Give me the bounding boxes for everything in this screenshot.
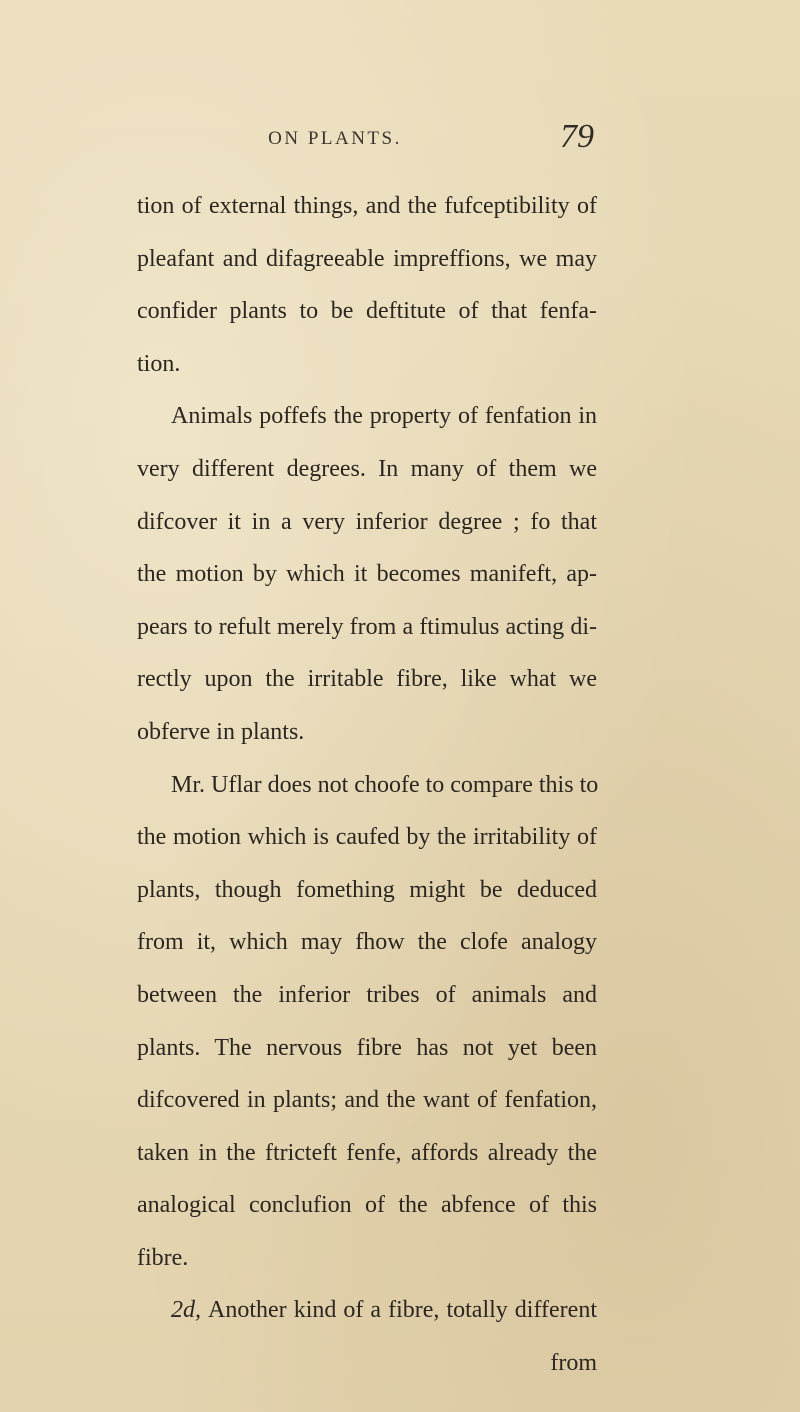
text-line: Animals poffefs the property of fenfation in xyxy=(171,403,597,430)
text-line: tion of external things, and the fufceptibility of xyxy=(137,193,597,219)
text-line xyxy=(137,1284,597,1337)
running-title: ON PLANTS. xyxy=(268,128,402,149)
ordinal-marker: 2d, xyxy=(171,1297,201,1324)
text-line: rectly upon the irritable fibre, like what we xyxy=(137,666,597,693)
text-line: confider plants to be deftitute of that fenfa- xyxy=(137,298,597,325)
text-line: between the inferior tribes of animals and xyxy=(137,981,597,1008)
text-line: Mr. Uflar does not choofe to compare this to xyxy=(171,771,599,798)
text-line: pears to refult merely from a ftimulus acting di- xyxy=(137,613,597,640)
text-line: taken in the ftricteft fenfe, affords already the xyxy=(137,1139,597,1166)
text-line: very different degrees. In many of them we xyxy=(137,455,597,482)
text-line: difcovered in plants; and the want of fenfation, xyxy=(137,1087,597,1114)
page-number: 79 xyxy=(560,118,594,155)
text-line: the motion which is caufed by the irritability of xyxy=(137,824,597,851)
running-head xyxy=(0,120,800,160)
text-line-content: Another kind of a fibre, totally different xyxy=(208,1297,597,1324)
text-line: plants. The nervous fibre has not yet been xyxy=(137,1034,597,1061)
text-line: obferve in plants. xyxy=(137,718,305,745)
text-line: tion. xyxy=(137,350,181,377)
text-line: the motion by which it becomes manifeft, ap- xyxy=(137,561,597,588)
text-line: pleafant and difagreeable impreffions, we may xyxy=(137,245,597,272)
text-line: from it, which may fhow the clofe analogy xyxy=(137,929,597,956)
text-line: plants, though fomething might be deduced xyxy=(137,876,597,903)
text-line: fibre. xyxy=(137,1244,189,1271)
text-line: analogical conclufion of the abfence of this xyxy=(137,1192,597,1219)
catchword: from xyxy=(550,1350,597,1377)
text-line: difcover it in a very inferior degree ; fo that xyxy=(137,508,597,535)
body-text xyxy=(137,180,597,1390)
